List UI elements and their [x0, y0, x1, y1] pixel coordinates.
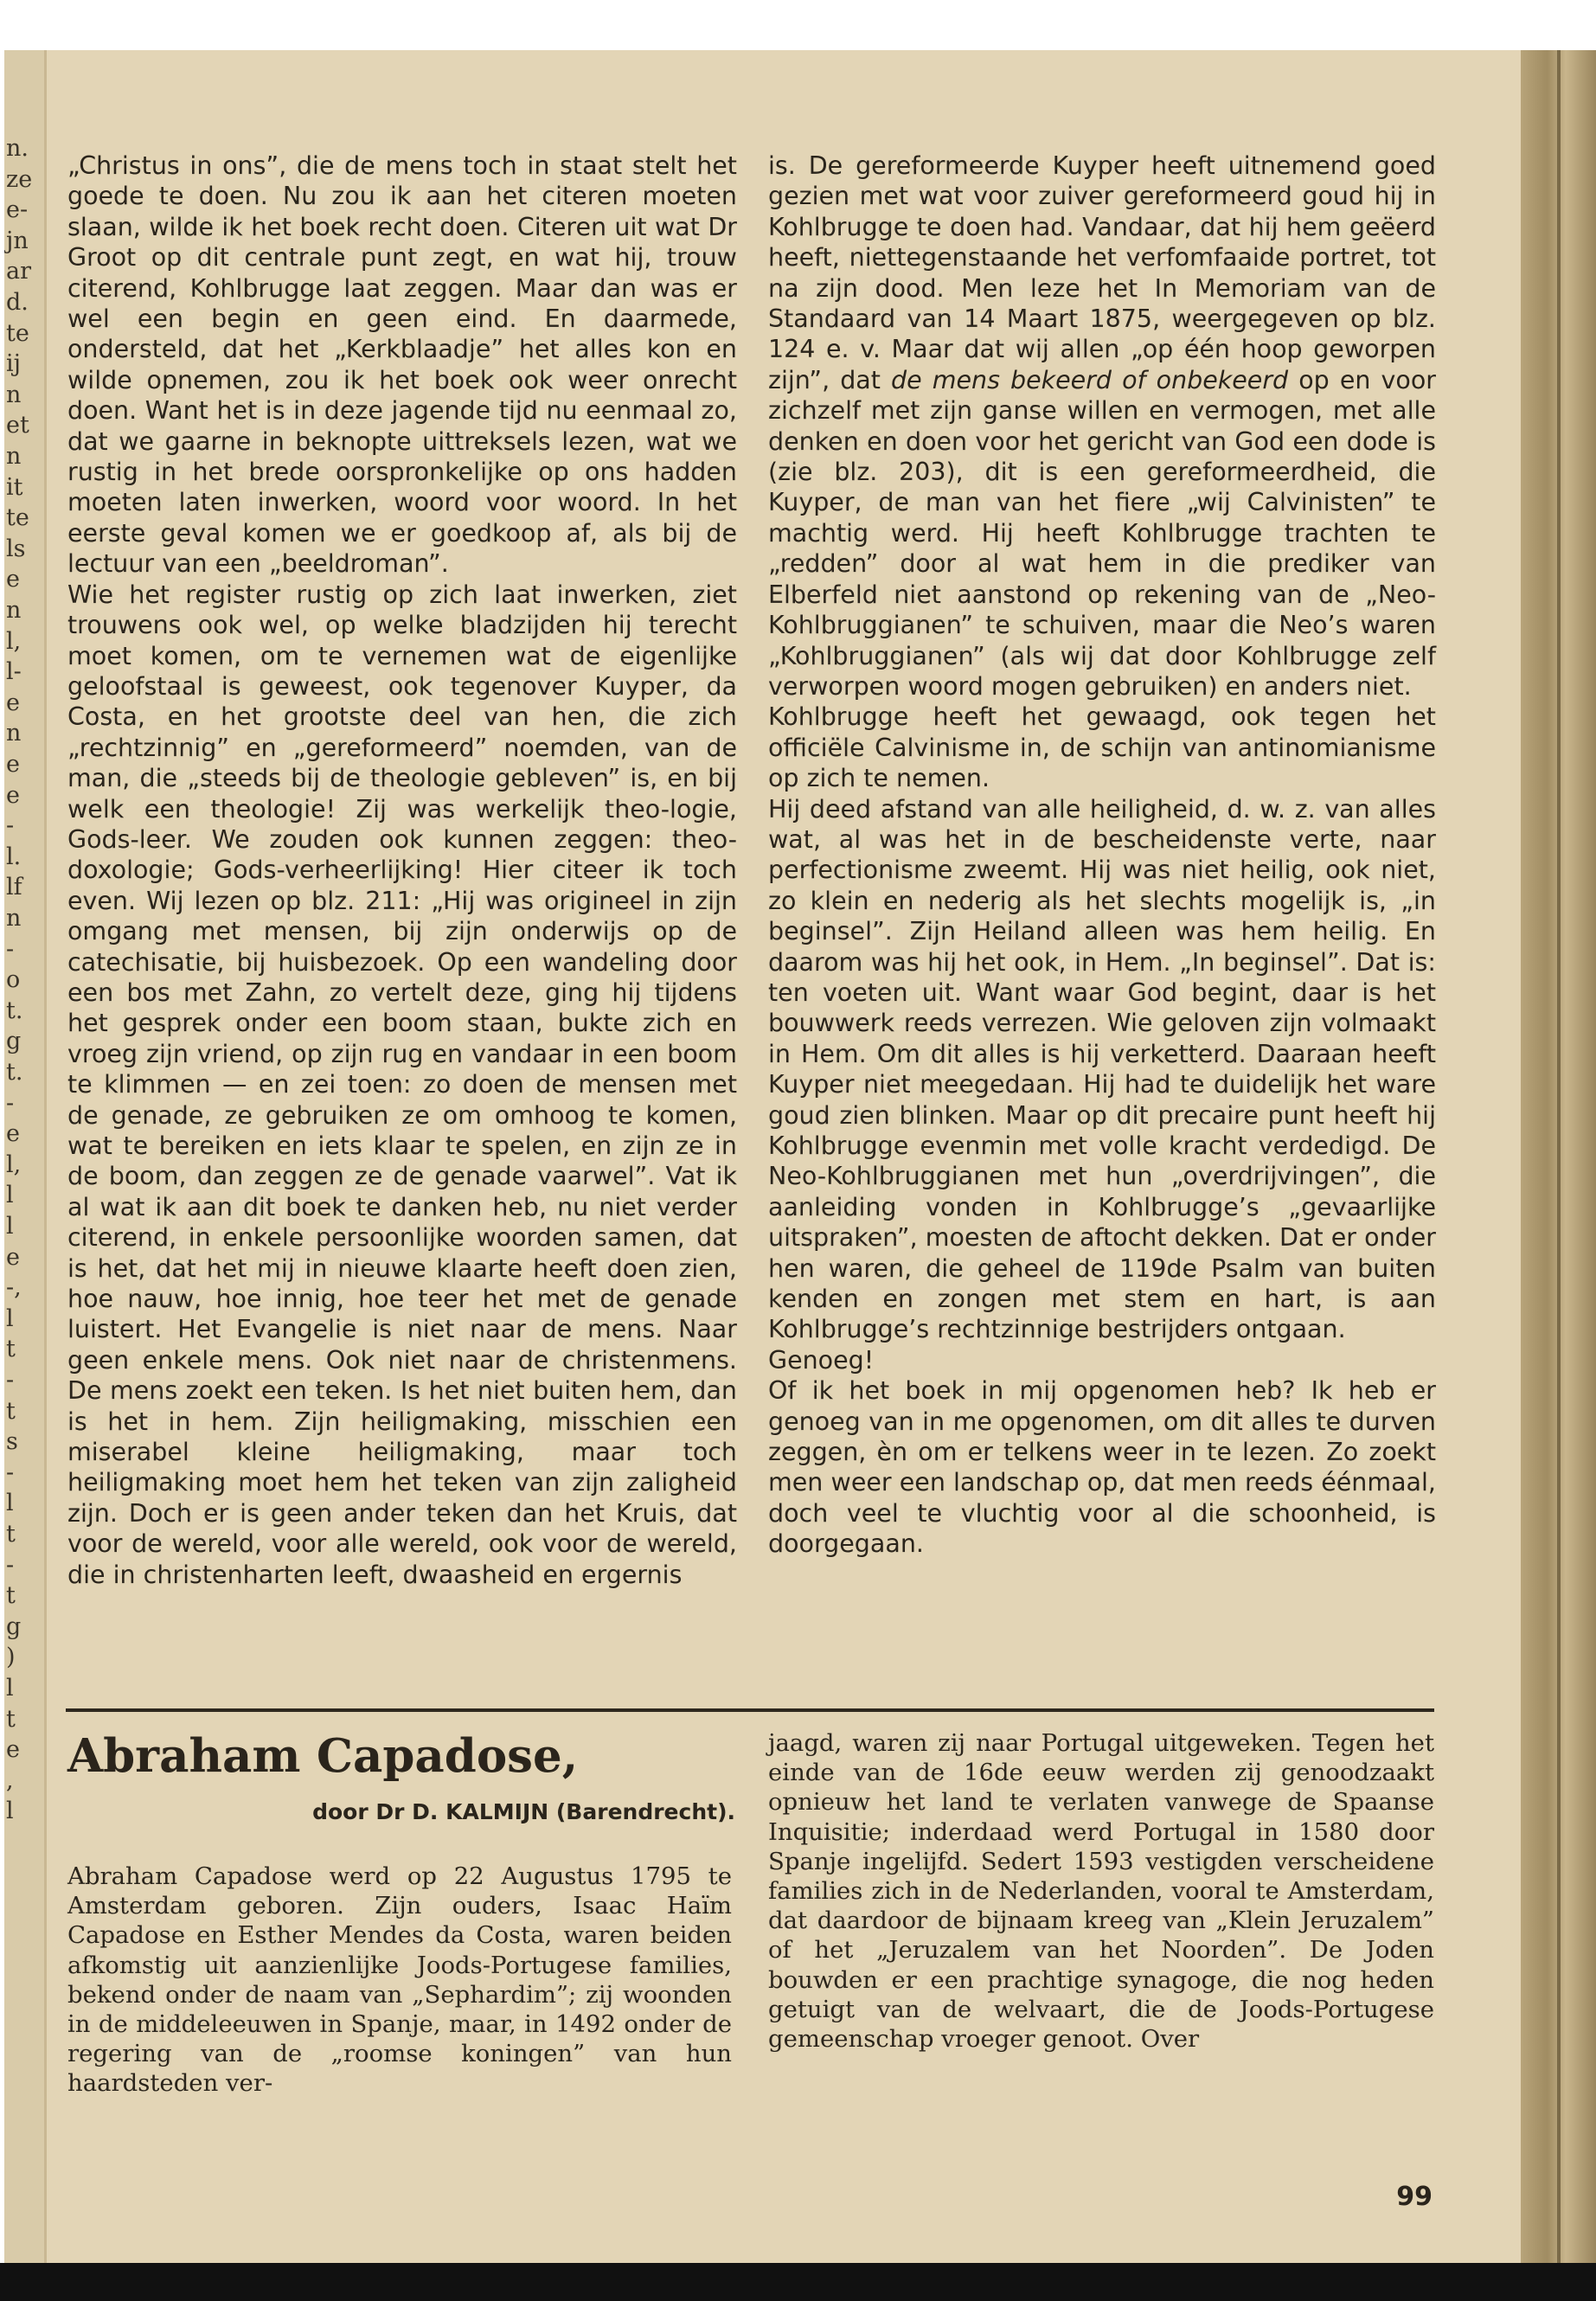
previous-page-fragment: ij — [6, 350, 22, 378]
previous-page-fragment: - — [6, 935, 15, 963]
previous-page-fragment: e — [6, 751, 20, 778]
previous-page-fragment: l. — [6, 843, 22, 870]
previous-page-fragment: t — [6, 1705, 16, 1733]
previous-page-fragment: l — [6, 1490, 14, 1517]
right-column — [768, 151, 1436, 1560]
previous-page-fragment: e — [6, 1243, 20, 1271]
page-number: 99 — [1396, 2182, 1433, 2212]
previous-page-fragment: - — [6, 1367, 15, 1394]
previous-page-fragment: it — [6, 473, 23, 501]
previous-page-fragment: t — [6, 1521, 16, 1548]
previous-page-fragment: l- — [6, 658, 22, 686]
previous-page-fragment: l — [6, 1182, 14, 1209]
previous-page-fragment: e — [6, 566, 20, 593]
previous-page-fragment: n — [6, 720, 22, 747]
previous-page-fragment: l — [6, 1675, 14, 1702]
previous-page-fragment: jn — [6, 227, 29, 254]
previous-page-fragment: t — [6, 1336, 16, 1363]
article-right-column — [768, 1728, 1434, 2054]
previous-page-fragment: e — [6, 1736, 20, 1764]
previous-page-fragment: n — [6, 381, 22, 408]
previous-page-fragment: n — [6, 905, 22, 932]
previous-page-fragment: ls — [6, 535, 26, 562]
right-paragraph-1 — [768, 151, 1436, 702]
previous-page-fragment: lf — [6, 874, 22, 901]
previous-page-fragment: l — [6, 1213, 14, 1240]
previous-page-fragment: n. — [6, 135, 29, 162]
section-divider — [66, 1708, 1434, 1712]
left-paragraph-2: Wie het register rustig op zich laat inwerken, ziet trouwens ook wel, op welke bladzijden hij terecht moet komen, om te vernemen wat de eigenlijke geloofstaal is geweest, ook tegenover Kuyper, da Costa, en het grootste deel van hen, die zich „rechtzinnig” en „gereformeerd” noemden, van de man, die „steeds bij de theologie gebleven” is, en bij welk een theologie! Zij was werkelijk theo-logie, Gods-leer. We zouden ook kunnen zeggen: theo-doxologie; Gods-verheerlijking! Hier citeer ik toch even. Wij lezen op blz. 211: „Hij was origineel in zijn omgang met mensen, bij zijn onderwijs op de catechisatie, bij huisbezoek. Op een wandeling door een bos met Zahn, zo vertelt deze, ging hij tijdens het gesprek onder een boom staan, bukte zich en vroeg zijn vriend, op zijn rug en vandaar in een boom te klimmen — en zei toen: zo doen de mensen met de genade, ze gebruiken ze om omhoog te komen, wat te bereiken en iets klaar te spelen, en zijn ze in de boom, dan zeggen ze de genade vaarwel”. Vat ik al wat ik aan dit boek te danken heb, nu niet verder citerend, in enkele persoonlijke woorden samen, dat is het, dat het mij in nieuwe klaarte heeft doen zien, hoe nauw, hoe innig, hoe teer het met de genade luistert. Het Evangelie is niet naar de mens. Naar geen enkele mens. Ook niet naar de christenmens. De mens zoekt een teken. Is het niet buiten hem, dan is het in hem. Zijn heiligmaking, misschien een miserabel kleine heiligmaking, maar toch heiligmaking moet hem het teken van zijn zaligheid zijn. Doch er is geen ander teken dan het Kruis, dat voor de wereld, voor alle wereld, ook voor de wereld, die in christenharten leeft, dwaasheid en ergernis — [67, 580, 737, 1589]
previous-page-fragment: t — [6, 1397, 16, 1425]
right-paragraph-1-part-b: op en voor zichzelf met zijn ganse willen en vermogen, met alle denken en doen voor het gericht van God een dode is (zie blz. 203), dit is een gereformeerdheid, die Kuyper, de man van het fiere „wij Calvinisten” te machtig werd. Hij heeft Kohlbrugge trachten te „redden” door al wat hem in die prediker van Elberfeld niet aanstond op rekening van de „Neo-Kohlbruggianen” te schuiven, maar die Neo’s waren „Kohlbruggianen” (als wij dat door Kohlbrugge zelf verworpen woord mogen gebruiken) en anders niet. — [768, 365, 1436, 701]
article-title: Abraham Capadose, — [67, 1729, 579, 1783]
previous-page-fragment: -, — [6, 1274, 22, 1302]
binding-edge — [1557, 50, 1561, 2263]
left-column — [67, 151, 737, 1590]
previous-page-fragment: te — [6, 319, 29, 347]
previous-page-fragment: e- — [6, 196, 29, 224]
previous-page-fragment: s — [6, 1428, 18, 1456]
previous-page-fragment: l — [6, 1304, 14, 1332]
previous-page-fragment: - — [6, 1089, 15, 1117]
previous-page-fragment: t. — [6, 1059, 23, 1086]
right-paragraph-3: Hij deed afstand van alle heiligheid, d. w. z. van alles wat, al was het in de bescheidenste verte, naar perfectionisme zweemt. Hij was niet heilig, ook niet, zo klein en nederig als het slechts mogelijk is, „in beginsel”. Zijn Heiland alleen was hem heilig. En daarom was hij het ook, in Hem. „In beginsel”. Dat is: ten voeten uit. Want waar God begint, daar is het bouwwerk reeds verrezen. Wie geloven zijn volmaakt in Hem. Om dit alles is hij verketterd. Daaraan heeft Kuyper niet meegedaan. Hij had te duidelijk het ware goud zien blinken. Maar op dit precaire punt heeft hij Kohlbrugge evenmin met volle kracht verdedigd. De Neo-Kohlbruggianen met hun „overdrijvingen”, die aanleiding vonden in Kohlbrugge’s „gevaarlijke uitspraken”, moesten de aftocht dekken. Dat er onder hen waren, die geheel de 119de Psalm van buiten kenden en zongen met stem en hart, is aan Kohlbrugge’s rechtzinnige bestrijders ontgaan. — [768, 794, 1436, 1344]
previous-page-fragment: e — [6, 1120, 20, 1148]
previous-page-fragment: l — [6, 1798, 14, 1825]
previous-page-fragment: - — [6, 1458, 15, 1486]
previous-page-fragment: et — [6, 412, 29, 439]
previous-page-fragment: te — [6, 504, 29, 532]
previous-page-fragment: n — [6, 443, 22, 470]
previous-page-fragment: ze — [6, 165, 33, 193]
article-left-column — [67, 1862, 732, 2099]
previous-page-fragment: ) — [6, 1644, 16, 1671]
previous-page-fragment: e — [6, 689, 20, 716]
previous-page-fragment: g — [6, 1028, 22, 1055]
article-left-text: Abraham Capadose werd op 22 Augustus 1795 te Amsterdam geboren. Zijn ouders, Isaac Haïm Capadose en Esther Mendes da Costa, waren beiden afkomstig uit aanzienlijke Joods-Portugese families, bekend onder de naam van „Sephardim”; zij woonden in de middeleeuwen in Spanje, maar, in 1492 onder de regering van de „roomse koningen” van hun haardsteden ver- — [67, 1862, 732, 2098]
article-byline: door Dr D. KALMIJN (Barendrecht). — [312, 1799, 735, 1824]
previous-page-edge — [4, 50, 47, 2263]
previous-page-fragment: t — [6, 1582, 16, 1610]
previous-page-fragment: l, — [6, 1150, 22, 1178]
previous-page-fragment: o — [6, 966, 21, 994]
previous-page-fragment: d. — [6, 289, 29, 316]
previous-page-fragment: - — [6, 1551, 15, 1579]
article-right-text: jaagd, waren zij naar Portugal uitgeweken. Tegen het einde van de 16de eeuw werden zij genoodzaakt opnieuw het land te verlaten vanwege de Spaanse Inquisitie; inderdaad werd Portugal in 1580 door Spanje ingelijfd. Sedert 1593 vestigden verscheidene families zich in de Nederlanden, vooral te Amsterdam, dat daardoor de bijnaam kreeg van „Klein Jeruzalem” of het „Jeruzalem van het Noorden”. De Joden bouwden er een prachtige synagoge, die nog heden getuigt van de welvaart, die de Joods-Portugese gemeenschap vroeger genoot. Over — [768, 1729, 1434, 2054]
previous-page-fragment: , — [6, 1766, 14, 1794]
previous-page-fragment: n — [6, 597, 22, 624]
scan-bottom-border — [0, 2263, 1596, 2301]
right-paragraph-2: Kohlbrugge heeft het gewaagd, ook tegen het officiële Calvinisme in, de schijn van antinomianisme op zich te nemen. — [768, 702, 1436, 793]
previous-page-fragment: e — [6, 781, 20, 809]
previous-page-fragment: ar — [6, 258, 32, 285]
left-paragraph-1: „Christus in ons”, die de mens toch in staat stelt het goede te doen. Nu zou ik aan het citeren moeten slaan, wilde ik het boek recht doen. Citeren uit wat Dr Groot op dit centrale punt zegt, en wat hij, trouw citerend, Kohlbrugge laat zeggen. Maar dan was er wel een begin en geen eind. En daarmede, ondersteld, dat het „Kerkblaadje” het alles kon en wilde opnemen, zou ik het boek ook weer onrecht doen. Want het is in deze jagende tijd nu eenmaal zo, dat we gaarne in beknopte uittreksels lezen, wat we rustig in het brede oorspronkelijke op ons hadden moeten laten inwerken, woord voor woord. In het eerste geval komen we er goedkoop af, als bij de lectuur van een „beeldroman”. — [67, 151, 737, 579]
right-paragraph-1-part-a: is. De gereformeerde Kuyper heeft uitnemend goed gezien met wat voor zuiver gereformeerd goud hij in Kohlbrugge te doen had. Vandaar, dat hij hem geëerd heeft, niettegenstaande het verfomfaaide portret, tot na zijn dood. Men leze het In Memoriam van de Standaard van 14 Maart 1875, weergegeven op blz. 124 e. v. Maar dat wij allen „op één hoop geworpen zijn”, dat — [768, 151, 1436, 394]
right-paragraph-4: Genoeg! — [768, 1345, 875, 1375]
previous-page-fragment: l, — [6, 627, 22, 655]
right-paragraph-5: Of ik het boek in mij opgenomen heb? Ik heb er genoeg van in me opgenomen, om dit alles te durven zeggen, èn om er telkens weer in te lezen. Zo zoekt men weer een landschap op, dat men reeds éénmaal, doch veel te vluchtig voor al die schoonheid, is doorgegaan. — [768, 1376, 1436, 1559]
right-paragraph-1-italic: de mens bekeerd of onbekeerd — [891, 365, 1289, 394]
previous-page-fragment: t. — [6, 997, 23, 1024]
previous-page-fragment: g — [6, 1612, 22, 1640]
scan-top-border — [0, 0, 1596, 55]
previous-page-fragment: - — [6, 812, 15, 840]
